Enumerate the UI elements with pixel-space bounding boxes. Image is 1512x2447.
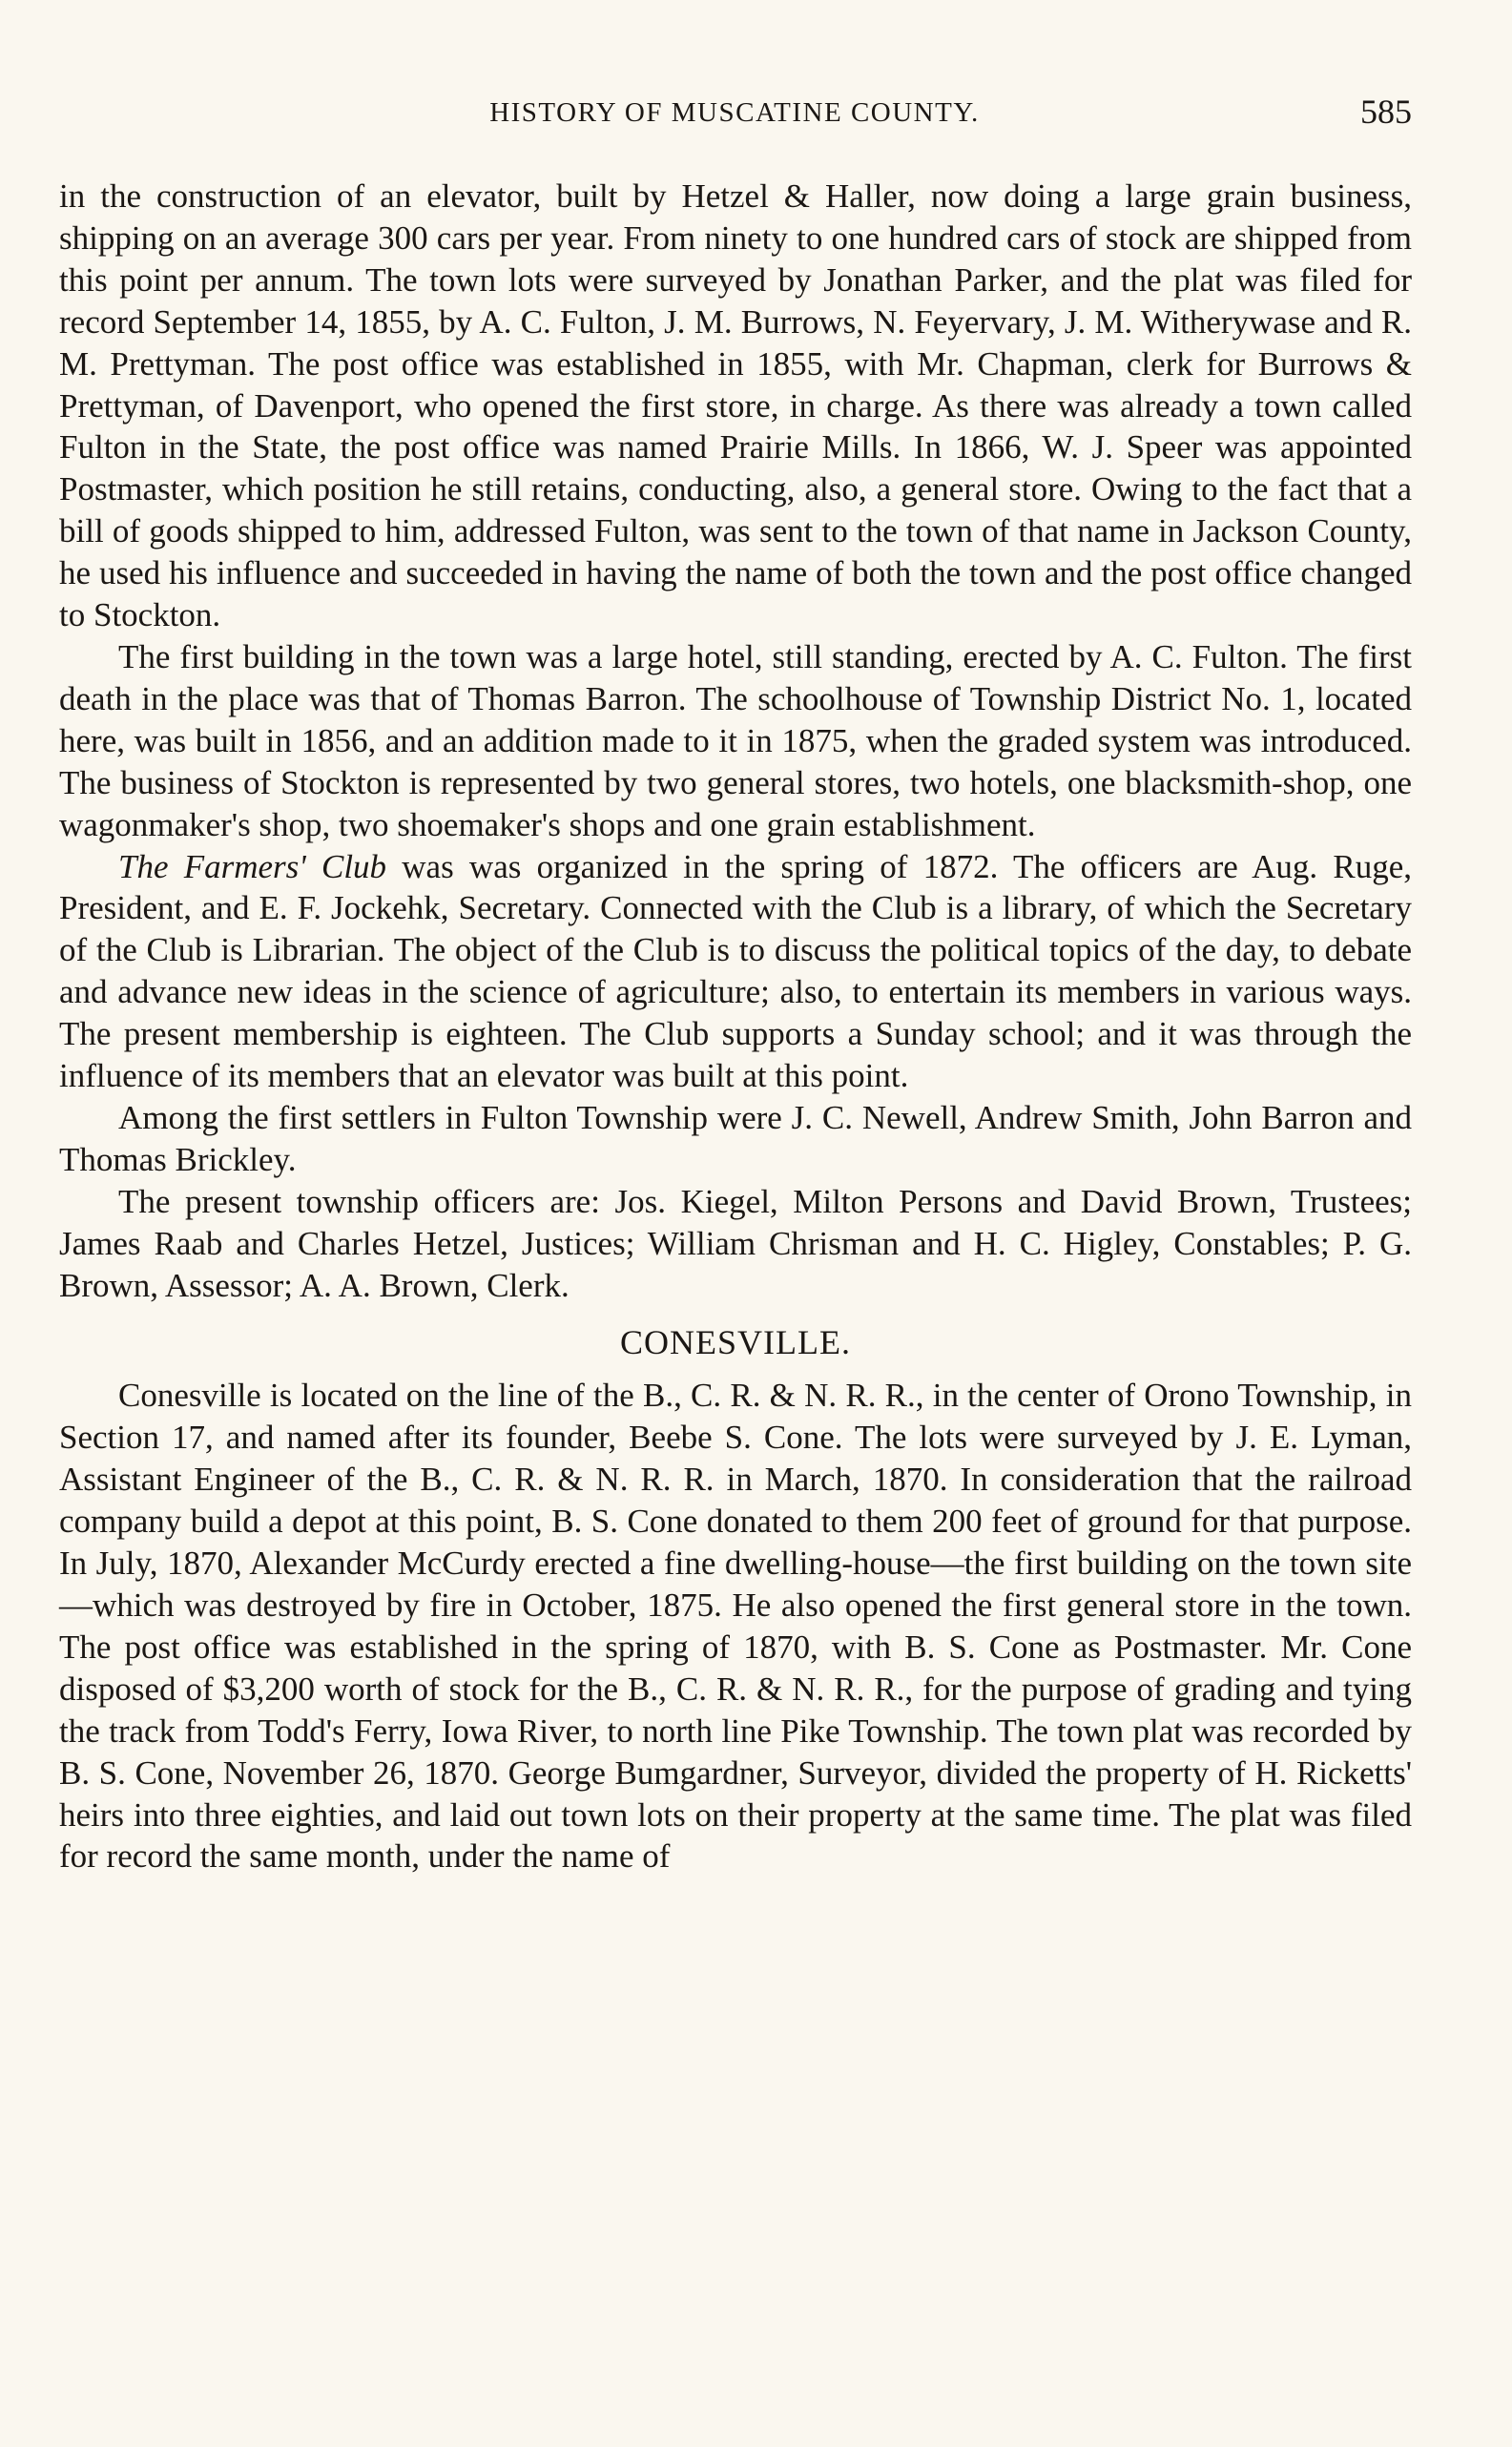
section-heading: CONESVILLE.: [620, 1323, 851, 1362]
paragraph-farmers-club: [59, 846, 1412, 1097]
paragraph-conesville: Conesville is located on the line of the B., C. R. & N. R. R., in the center of Orono Township, in Section 17, and named after its founder, Beebe S. Cone. The lots were surveyed by J. E. Lyman, Assistant Engineer of the B., C. R. & N. R. R. in March, 1870. In consideration that the railroad company build a depot at this point, B. S. Cone donated to them 200 feet of ground for that purpose. In July, 1870, Alexander McCurdy erected a fine dwelling-house—the first building on the town site—which was destroyed by fire in October, 1875. He also opened the first general store in the town. The post office was established in the spring of 1870, with B. S. Cone as Postmaster. Mr. Cone disposed of $3,200 worth of stock for the B., C. R. & N. R. R., for the purpose of grading and tying the track from Todd's Ferry, Iowa River, to north line Pike Township. The town plat was recorded by B. S. Cone, November 26, 1870. George Bumgardner, Surveyor, divided the property of H. Ricketts' heirs into three eighties, and laid out town lots on their property at the same time. The plat was filed for record the same month, under the name of: [59, 1377, 1412, 1876]
running-title: HISTORY OF MUSCATINE COUNTY.: [489, 97, 980, 128]
farmers-club-text: was was organized in the spring of 1872. The officers are Aug. Ruge, President, and E. F. Jockehk, Secretary. Connected with the Club is a library, of which the Secretary of the Club is Librarian. The object of the Club is to discuss the political topics of the day, to debate and advance new ideas in the science of agriculture; also, to entertain its members in various ways. The present membership is eighteen. The Club supports a Sunday school; and it was through the influence of its members that an elevator was built at this point.: [59, 847, 1412, 1095]
paragraph-first-building: The first building in the town was a large hotel, still standing, erected by A. C. Fulton. The first death in the place was that of Thomas Barron. The schoolhouse of Township District No. 1, located here, was built in 1856, and an addition made to it in 1875, when the graded system was introduced. The business of Stockton is represented by two general stores, two hotels, one blacksmith-shop, one wagonmaker's shop, two shoemaker's shops and one grain establishment.: [59, 637, 1412, 843]
paragraph-first-settlers: Among the first settlers in Fulton Township were J. C. Newell, Andrew Smith, John Barron and Thomas Brickley.: [59, 1098, 1412, 1178]
body-text: [59, 176, 1412, 1877]
running-head: [57, 92, 1412, 139]
paragraph-elevator-and-post-office: in the construction of an elevator, built by Hetzel & Haller, now doing a large grain business, shipping on an average 300 cars per year. From ninety to one hundred cars of stock are shipped from this point per annum. The town lots were surveyed by Jonathan Parker, and the plat was filed for record September 14, 1855, by A. C. Fulton, J. M. Burrows, N. Feyervary, J. M. Witherywase and R. M. Prettyman. The post office was established in 1855, with Mr. Chapman, clerk for Burrows & Prettyman, of Davenport, who opened the first store, in charge. As there was already a town called Fulton in the State, the post office was named Prairie Mills. In 1866, W. J. Speer was appointed Postmaster, which position he still retains, conducting, also, a general store. Owing to the fact that a bill of goods shipped to him, addressed Fulton, was sent to the town of that name in Jackson County, he used his influence and succeeded in having the name of both the town and the post office changed to Stockton.: [59, 177, 1412, 634]
farmers-club-title: The Farmers' Club: [118, 847, 387, 885]
paragraph-township-officers: The present township officers are: Jos. Kiegel, Milton Persons and David Brown, Trustees; James Raab and Charles Hetzel, Justices; William Chrisman and H. C. Higley, Constables; P. G. Brown, Assessor; A. A. Brown, Clerk.: [59, 1182, 1412, 1304]
page-number: 585: [1360, 93, 1412, 131]
